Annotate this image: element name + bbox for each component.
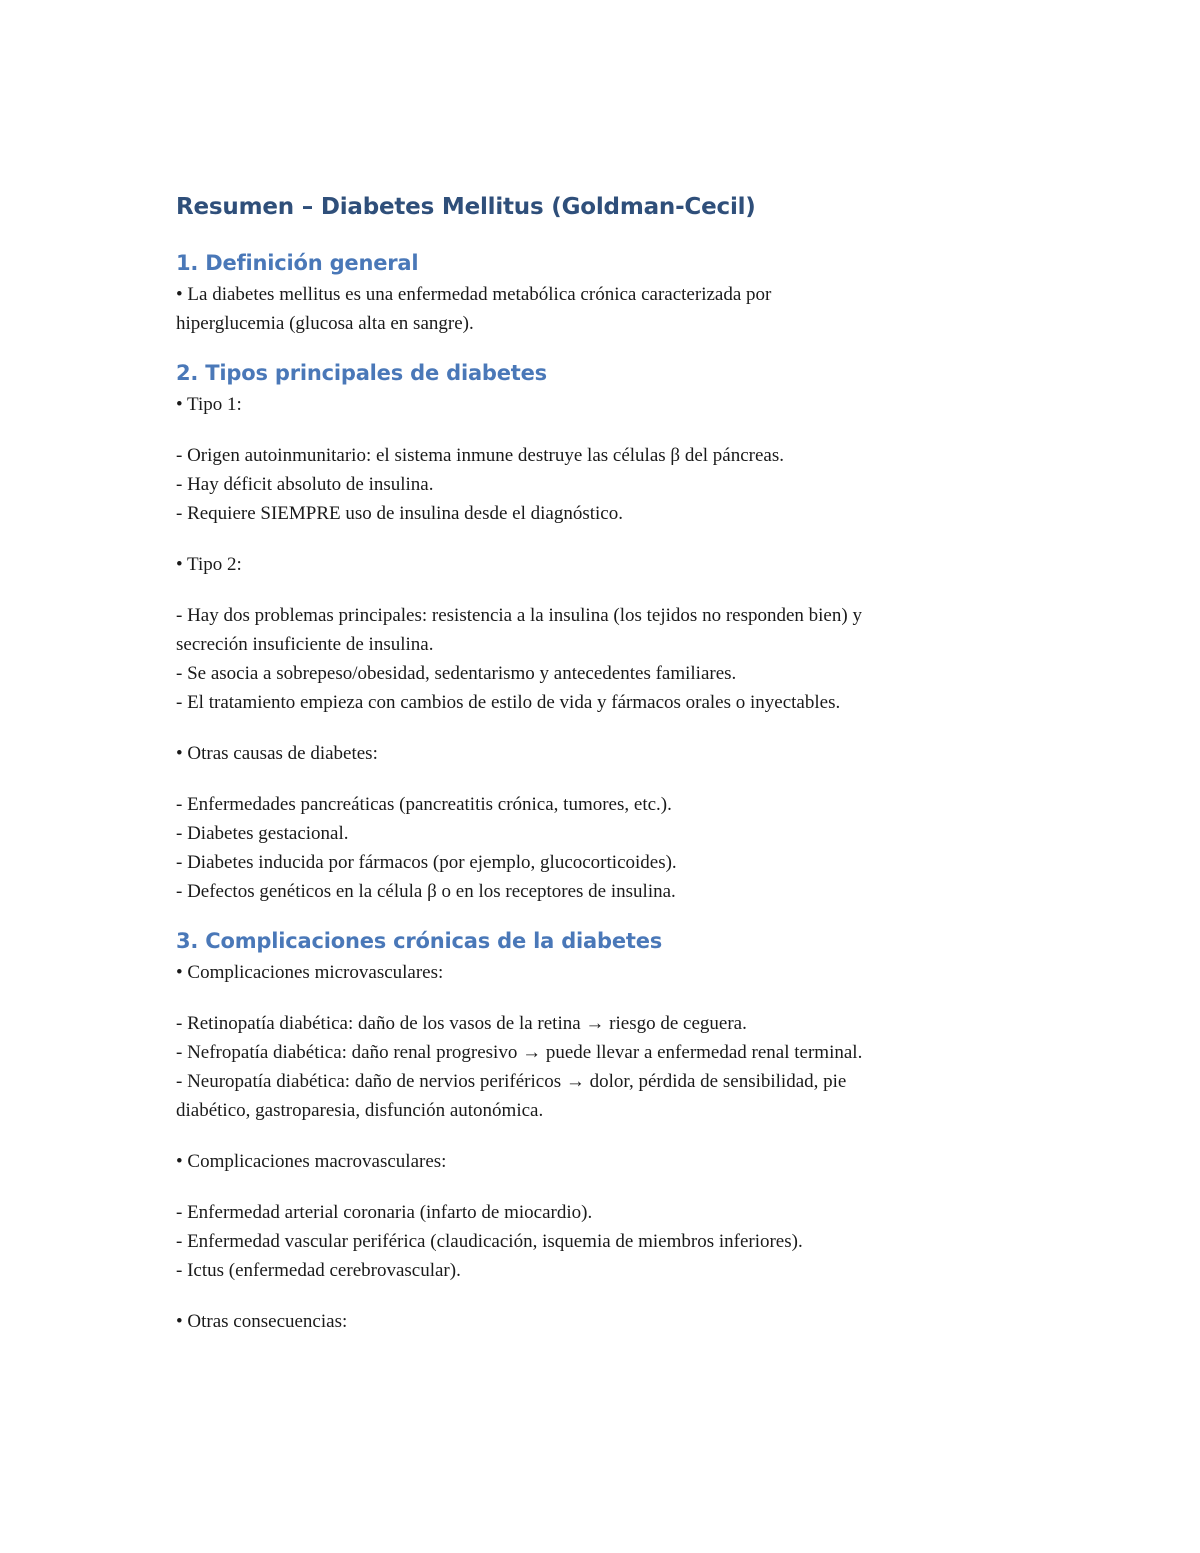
list-item: - El tratamiento empieza con cambios de estilo de vida y fármacos orales o inyectables. <box>176 692 841 713</box>
bullet-label: • Otras consecuencias: <box>176 1311 348 1332</box>
list-item: - Requiere SIEMPRE uso de insulina desde el diagnóstico. <box>176 503 623 524</box>
paragraph-line: hiperglucemia (glucosa alta en sangre). <box>176 313 474 334</box>
section-tipos <box>176 358 1036 906</box>
bullet-label: • Tipo 2: <box>176 554 242 575</box>
list-item: - Enfermedad arterial coronaria (infarto de miocardio). <box>176 1202 593 1223</box>
list-item: - Se asocia a sobrepeso/obesidad, sedentarismo y antecedentes familiares. <box>176 663 737 684</box>
bullet-label: • Tipo 1: <box>176 394 242 415</box>
list-item: - Nefropatía diabética: daño renal progresivo → puede llevar a enfermedad renal terminal. <box>176 1042 863 1063</box>
list-item: - Defectos genéticos en la célula β o en los receptores de insulina. <box>176 881 676 902</box>
paragraph-line: • La diabetes mellitus es una enfermedad metabólica crónica caracterizada por <box>176 284 772 305</box>
section-definicion <box>176 248 1036 338</box>
list-item: - Enfermedad vascular periférica (claudicación, isquemia de miembros inferiores). <box>176 1231 803 1252</box>
list-item: secreción insuficiente de insulina. <box>176 634 434 655</box>
list-item: - Enfermedades pancreáticas (pancreatitis crónica, tumores, etc.). <box>176 794 672 815</box>
bullet-label: • Otras causas de diabetes: <box>176 743 378 764</box>
list-item: - Origen autoinmunitario: el sistema inmune destruye las células β del páncreas. <box>176 445 784 466</box>
list-item: - Ictus (enfermedad cerebrovascular). <box>176 1260 461 1281</box>
section-heading: 3. Complicaciones crónicas de la diabetes <box>176 929 663 953</box>
document-body <box>176 190 1036 1356</box>
section-complicaciones <box>176 926 1036 1336</box>
bullet-label: • Complicaciones microvasculares: <box>176 962 444 983</box>
list-item: - Diabetes inducida por fármacos (por ejemplo, glucocorticoides). <box>176 852 677 873</box>
list-item: diabético, gastroparesia, disfunción autonómica. <box>176 1100 544 1121</box>
list-item: - Hay dos problemas principales: resistencia a la insulina (los tejidos no responden bien) y <box>176 605 862 626</box>
list-item: - Hay déficit absoluto de insulina. <box>176 474 434 495</box>
list-item: - Neuropatía diabética: daño de nervios periféricos → dolor, pérdida de sensibilidad, pie <box>176 1071 847 1092</box>
section-heading: 1. Definición general <box>176 251 419 275</box>
list-item: - Diabetes gestacional. <box>176 823 349 844</box>
list-item: - Retinopatía diabética: daño de los vasos de la retina → riesgo de ceguera. <box>176 1013 747 1034</box>
document-title: Resumen – Diabetes Mellitus (Goldman-Cecil) <box>176 194 756 220</box>
section-heading: 2. Tipos principales de diabetes <box>176 361 547 385</box>
bullet-label: • Complicaciones macrovasculares: <box>176 1151 447 1172</box>
